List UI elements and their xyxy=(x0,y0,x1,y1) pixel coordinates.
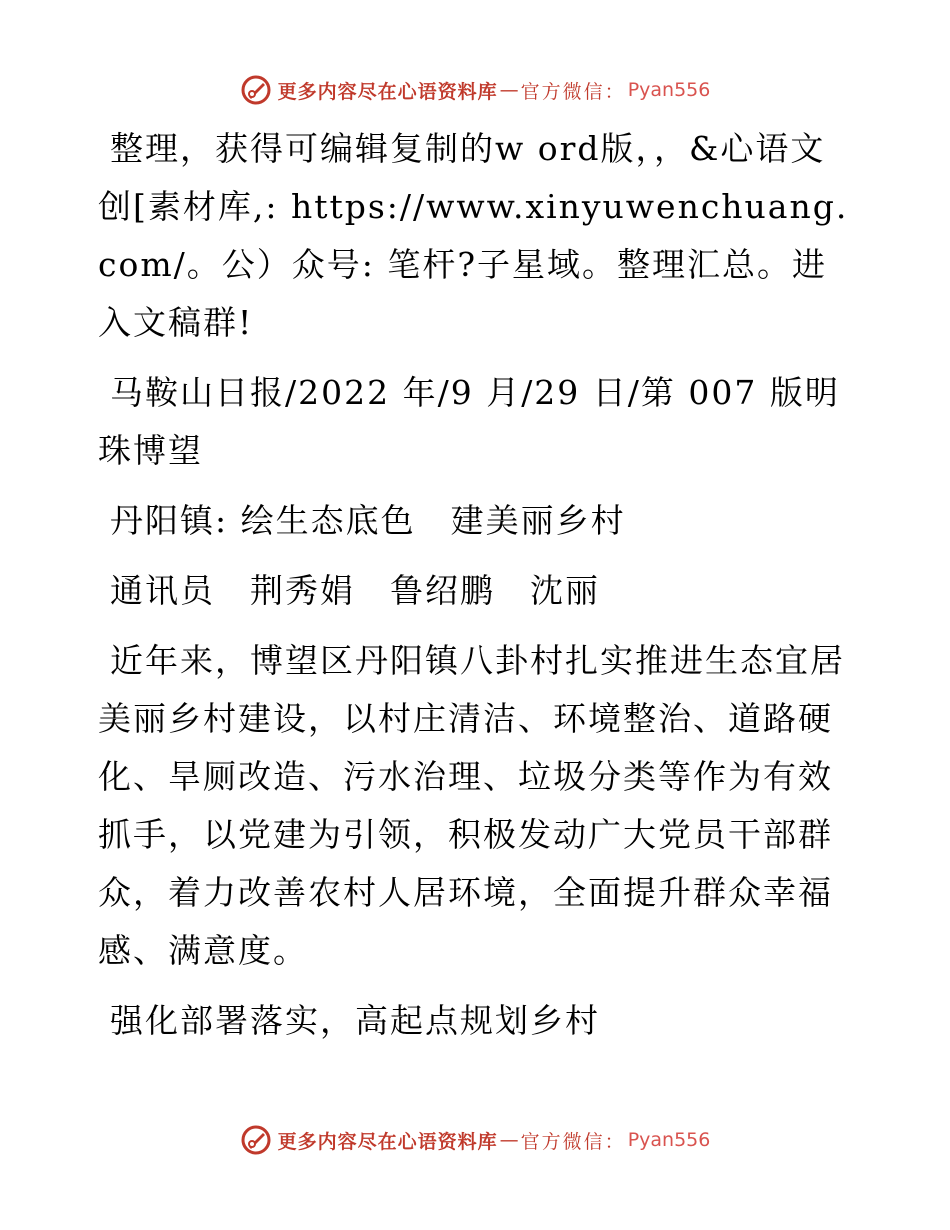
banner-dash: — xyxy=(499,79,519,101)
body-paragraph: 近年来，博望区丹阳镇八卦村扎实推进生态宜居美丽乡村建设，以村庄清洁、环境整治、道路硬化、旱厕改造、污水治理、垃圾分类等作为有效抓手，以党建为引领，积极发动广大党员干部群众，着力改善农村人居环境，全面提升群众幸福感、满意度。 xyxy=(98,641,845,970)
source-line: 马鞍山日报/2022 年/9 月/29 日/第 007 版明珠博望 xyxy=(98,373,840,470)
banner-slogan: 更多内容尽在心语资料库 xyxy=(277,1130,498,1153)
banner-label: 官方微信： xyxy=(520,80,626,103)
intro-paragraph: 整理，获得可编辑复制的w ord版，，&心语文创[素材库,: https://www.xinyuwenchuang.com/。公）众号: 笔杆?子星域。整理汇总。进入文稿群! xyxy=(98,129,849,342)
banner-wechat-id: Pyan556 xyxy=(627,1129,711,1151)
quill-seal-icon xyxy=(240,1124,272,1156)
quill-seal-icon xyxy=(240,74,272,106)
banner-label: 官方微信： xyxy=(520,1130,626,1153)
header-watermark-banner xyxy=(0,70,950,110)
section-heading: 强化部署落实，高起点规划乡村 xyxy=(110,1001,600,1040)
document-body xyxy=(98,120,858,1062)
footer-watermark-banner xyxy=(0,1120,950,1160)
banner-dash: — xyxy=(499,1129,519,1151)
byline: 通讯员 荆秀娟 鲁绍鹏 沈丽 xyxy=(110,571,600,610)
banner-wechat-id: Pyan556 xyxy=(627,79,711,101)
banner-slogan: 更多内容尽在心语资料库 xyxy=(277,80,498,103)
article-title: 丹阳镇: 绘生态底色 建美丽乡村 xyxy=(110,501,626,540)
